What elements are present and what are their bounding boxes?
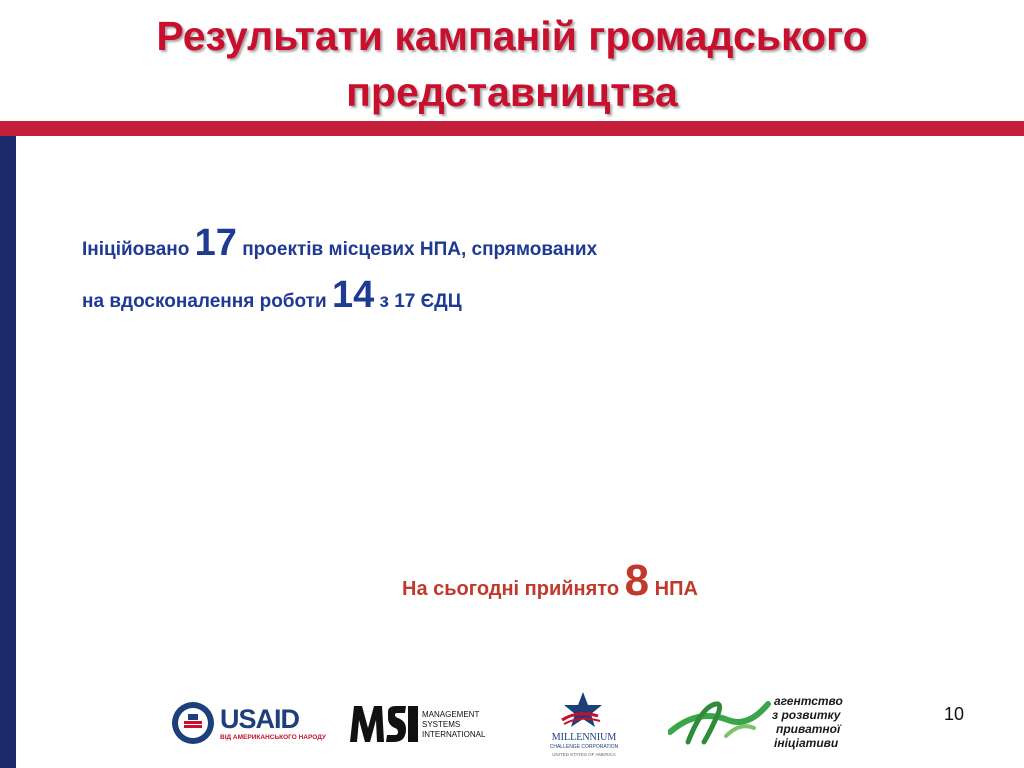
left-accent-bar <box>0 136 16 768</box>
initiated-text: Ініційовано <box>82 239 195 260</box>
agency-line-4: ініціативи <box>774 736 839 750</box>
agency-swoosh-icon <box>668 698 773 748</box>
adopted-unit-text: НПА <box>649 578 698 600</box>
msi-logo <box>350 704 500 744</box>
initiated-count: 17 <box>194 222 237 264</box>
adopted-text: На сьогодні прийнято <box>402 578 625 600</box>
improvement-line <box>82 274 462 317</box>
improvement-text: на вдосконалення роботи <box>82 291 332 312</box>
centers-total-text: з 17 ЄДЦ <box>374 291 462 312</box>
usaid-seal-icon <box>170 700 216 746</box>
msi-line-2: SYSTEMS <box>422 720 461 729</box>
initiated-projects-line <box>82 222 597 265</box>
mcc-star-icon <box>558 690 608 730</box>
agency-logo <box>668 694 858 750</box>
mcc-name: MILLENNIUM <box>551 732 617 743</box>
agency-line-1: агентство <box>774 694 843 708</box>
mcc-logo <box>538 690 628 760</box>
usaid-tagline: ВІД АМЕРИКАНСЬКОГО НАРОДУ <box>220 734 326 741</box>
agency-line-2: з розвитку <box>772 708 841 722</box>
msi-line-1: MANAGEMENT <box>422 710 480 719</box>
slide-title <box>0 8 1024 120</box>
adopted-summary <box>402 556 698 606</box>
msi-mark-icon <box>350 706 420 742</box>
adopted-count: 8 <box>624 556 650 605</box>
usaid-wordmark: USAID <box>220 704 300 734</box>
mcc-subtitle: CHALLENGE CORPORATION <box>549 744 619 750</box>
page-number: 10 <box>943 704 965 724</box>
projects-text: проектів місцевих НПА, спрямованих <box>236 239 598 260</box>
slide-title-line-1: Результати кампаній громадського <box>156 13 868 59</box>
title-underline-bar <box>0 121 1024 136</box>
msi-line-3: INTERNATIONAL <box>422 730 486 739</box>
usaid-logo <box>170 700 326 746</box>
centers-count: 14 <box>331 274 375 316</box>
mcc-country: UNITED STATES OF AMERICA <box>552 752 616 757</box>
agency-line-3: приватної <box>776 722 841 736</box>
slide-title-line-2: представництва <box>346 69 678 115</box>
